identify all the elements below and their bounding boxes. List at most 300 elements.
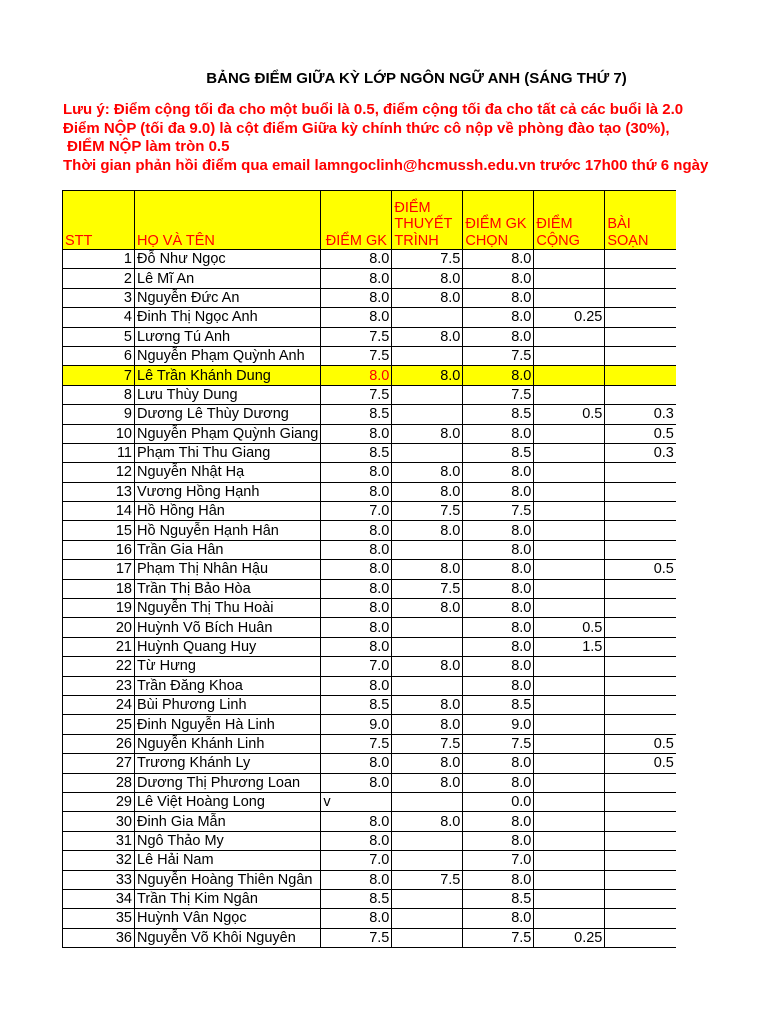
cell-gk-chon[interactable]: 8.0 [463, 327, 534, 346]
cell-diem-cong[interactable] [534, 521, 605, 540]
cell-bai-soan[interactable] [605, 288, 676, 307]
table-row [63, 521, 676, 540]
cell-name[interactable]: Huỳnh Quang Huy [135, 637, 321, 656]
table-row [63, 560, 676, 579]
table-row [63, 792, 676, 811]
cell-gk-chon[interactable]: 8.0 [463, 560, 534, 579]
cell-name[interactable]: Nguyễn Đức An [135, 288, 321, 307]
cell-stt[interactable]: 17 [63, 560, 135, 579]
cell-name[interactable]: Nguyễn Phạm Quỳnh Giang [135, 424, 321, 443]
table-row [63, 695, 676, 714]
cell-stt[interactable]: 16 [63, 540, 135, 559]
note-line-2: Điểm NỘP (tối đa 9.0) là cột điểm Giữa kỳ chính thức cô nộp về phòng đào tạo (30%), [63, 119, 670, 137]
cell-stt[interactable]: 4 [63, 308, 135, 327]
cell-name[interactable]: Nguyễn Khánh Linh [135, 734, 321, 753]
cell-stt[interactable]: 26 [63, 734, 135, 753]
table-row [63, 443, 676, 462]
cell-diem-cong[interactable] [534, 715, 605, 734]
cell-thuyet-trinh[interactable]: 8.0 [392, 812, 463, 831]
cell-diem-cong[interactable]: 0.25 [534, 308, 605, 327]
cell-gk-chon[interactable]: 8.0 [463, 308, 534, 327]
cell-thuyet-trinh[interactable]: 8.0 [392, 366, 463, 385]
cell-name[interactable]: Nguyễn Hoàng Thiên Ngân [135, 870, 321, 889]
cell-bai-soan[interactable] [605, 657, 676, 676]
cell-thuyet-trinh[interactable] [392, 909, 463, 928]
cell-stt[interactable]: 19 [63, 599, 135, 618]
cell-diem-gk[interactable]: 8.0 [321, 599, 392, 618]
cell-stt[interactable]: 13 [63, 482, 135, 501]
cell-thuyet-trinh[interactable] [392, 928, 463, 947]
cell-diem-cong[interactable] [534, 851, 605, 870]
cell-gk-chon[interactable]: 7.5 [463, 734, 534, 753]
cell-stt[interactable]: 22 [63, 657, 135, 676]
cell-thuyet-trinh[interactable]: 8.0 [392, 269, 463, 288]
cell-thuyet-trinh[interactable]: 8.0 [392, 521, 463, 540]
header-bai-soan: BÀI SOẠN [605, 191, 676, 250]
table-row [63, 288, 676, 307]
cell-thuyet-trinh[interactable] [392, 618, 463, 637]
cell-thuyet-trinh[interactable] [392, 443, 463, 462]
cell-gk-chon[interactable]: 8.5 [463, 695, 534, 714]
cell-bai-soan[interactable] [605, 463, 676, 482]
cell-bai-soan[interactable] [605, 889, 676, 908]
cell-diem-cong[interactable] [534, 269, 605, 288]
cell-name[interactable]: Ngô Thảo My [135, 831, 321, 850]
cell-name[interactable]: Từ Hưng [135, 657, 321, 676]
cell-diem-cong[interactable] [534, 734, 605, 753]
cell-name[interactable]: Trần Thị Bảo Hòa [135, 579, 321, 598]
cell-bai-soan[interactable] [605, 385, 676, 404]
cell-bai-soan[interactable] [605, 308, 676, 327]
cell-bai-soan[interactable] [605, 482, 676, 501]
cell-diem-gk[interactable]: 8.0 [321, 269, 392, 288]
cell-bai-soan[interactable] [605, 909, 676, 928]
cell-thuyet-trinh[interactable]: 8.0 [392, 754, 463, 773]
cell-thuyet-trinh[interactable] [392, 405, 463, 424]
table-row [63, 831, 676, 850]
cell-stt[interactable]: 33 [63, 870, 135, 889]
cell-diem-gk[interactable]: v [321, 792, 392, 811]
cell-diem-cong[interactable]: 0.5 [534, 618, 605, 637]
cell-bai-soan[interactable] [605, 812, 676, 831]
table-row [63, 405, 676, 424]
cell-diem-gk[interactable]: 8.0 [321, 676, 392, 695]
cell-bai-soan[interactable] [605, 521, 676, 540]
cell-diem-cong[interactable] [534, 889, 605, 908]
table-row [63, 715, 676, 734]
cell-diem-cong[interactable] [534, 812, 605, 831]
cell-diem-cong[interactable] [534, 560, 605, 579]
header-stt: STT [63, 191, 135, 250]
cell-name[interactable]: Nguyễn Võ Khôi Nguyên [135, 928, 321, 947]
cell-gk-chon[interactable]: 7.5 [463, 928, 534, 947]
cell-thuyet-trinh[interactable] [392, 637, 463, 656]
cell-diem-gk[interactable]: 7.0 [321, 851, 392, 870]
cell-bai-soan[interactable] [605, 928, 676, 947]
cell-stt[interactable]: 3 [63, 288, 135, 307]
cell-diem-cong[interactable] [534, 366, 605, 385]
cell-thuyet-trinh[interactable] [392, 851, 463, 870]
cell-diem-gk[interactable]: 8.0 [321, 909, 392, 928]
cell-stt[interactable]: 9 [63, 405, 135, 424]
cell-diem-gk[interactable]: 8.0 [321, 540, 392, 559]
cell-name[interactable]: Lưu Thùy Dung [135, 385, 321, 404]
cell-diem-gk[interactable]: 8.0 [321, 424, 392, 443]
cell-diem-gk[interactable]: 7.5 [321, 385, 392, 404]
table-row [63, 540, 676, 559]
cell-diem-cong[interactable]: 1.5 [534, 637, 605, 656]
cell-diem-cong[interactable] [534, 482, 605, 501]
cell-diem-gk[interactable]: 7.5 [321, 346, 392, 365]
table-row [63, 482, 676, 501]
cell-name[interactable]: Trương Khánh Ly [135, 754, 321, 773]
cell-name[interactable]: Đinh Gia Mẫn [135, 812, 321, 831]
cell-thuyet-trinh[interactable] [392, 385, 463, 404]
cell-name[interactable]: Trần Đăng Khoa [135, 676, 321, 695]
cell-diem-gk[interactable]: 8.0 [321, 366, 392, 385]
cell-thuyet-trinh[interactable]: 8.0 [392, 773, 463, 792]
cell-gk-chon[interactable]: 8.0 [463, 909, 534, 928]
cell-bai-soan[interactable] [605, 579, 676, 598]
cell-gk-chon[interactable]: 8.5 [463, 889, 534, 908]
cell-thuyet-trinh[interactable] [392, 889, 463, 908]
cell-diem-cong[interactable] [534, 695, 605, 714]
cell-thuyet-trinh[interactable] [392, 346, 463, 365]
cell-stt[interactable]: 34 [63, 889, 135, 908]
cell-diem-cong[interactable] [534, 657, 605, 676]
cell-bai-soan[interactable] [605, 792, 676, 811]
cell-diem-cong[interactable] [534, 540, 605, 559]
cell-name[interactable]: Lê Hải Nam [135, 851, 321, 870]
cell-name[interactable]: Đinh Thị Ngọc Anh [135, 308, 321, 327]
table-row [63, 889, 676, 908]
cell-stt[interactable]: 10 [63, 424, 135, 443]
cell-gk-chon[interactable]: 8.0 [463, 424, 534, 443]
cell-gk-chon[interactable]: 8.0 [463, 269, 534, 288]
cell-name[interactable]: Trần Thị Kim Ngân [135, 889, 321, 908]
cell-thuyet-trinh[interactable]: 8.0 [392, 560, 463, 579]
cell-diem-cong[interactable] [534, 773, 605, 792]
cell-diem-cong[interactable]: 0.5 [534, 405, 605, 424]
cell-name[interactable]: Hồ Hồng Hân [135, 502, 321, 521]
cell-diem-gk[interactable]: 8.0 [321, 754, 392, 773]
cell-gk-chon[interactable]: 8.0 [463, 831, 534, 850]
cell-name[interactable]: Trần Gia Hân [135, 540, 321, 559]
table-row [63, 773, 676, 792]
cell-diem-gk[interactable]: 7.5 [321, 327, 392, 346]
cell-diem-gk[interactable]: 8.5 [321, 695, 392, 714]
cell-name[interactable]: Vương Hồng Hạnh [135, 482, 321, 501]
cell-name[interactable]: Dương Lê Thùy Dương [135, 405, 321, 424]
cell-stt[interactable]: 29 [63, 792, 135, 811]
cell-gk-chon[interactable]: 8.5 [463, 443, 534, 462]
cell-thuyet-trinh[interactable]: 7.5 [392, 870, 463, 889]
cell-diem-cong[interactable] [534, 870, 605, 889]
cell-name[interactable]: Huỳnh Vân Ngọc [135, 909, 321, 928]
cell-diem-gk[interactable]: 8.5 [321, 405, 392, 424]
cell-diem-cong[interactable] [534, 599, 605, 618]
cell-stt[interactable]: 14 [63, 502, 135, 521]
table-row [63, 250, 676, 269]
cell-diem-cong[interactable] [534, 327, 605, 346]
table-row [63, 346, 676, 365]
cell-bai-soan[interactable]: 0.5 [605, 754, 676, 773]
cell-stt[interactable]: 32 [63, 851, 135, 870]
cell-name[interactable]: Lương Tú Anh [135, 327, 321, 346]
table-row [63, 734, 676, 753]
cell-stt[interactable]: 28 [63, 773, 135, 792]
cell-gk-chon[interactable]: 9.0 [463, 715, 534, 734]
header-name: HỌ VÀ TÊN [135, 191, 321, 250]
cell-bai-soan[interactable] [605, 637, 676, 656]
cell-name[interactable]: Đinh Nguyễn Hà Linh [135, 715, 321, 734]
cell-diem-gk[interactable]: 8.0 [321, 637, 392, 656]
cell-gk-chon[interactable]: 8.0 [463, 540, 534, 559]
header-thuyet-trinh: ĐIỂM THUYẾT TRÌNH [392, 191, 463, 250]
table-row [63, 928, 676, 947]
cell-stt[interactable]: 6 [63, 346, 135, 365]
cell-bai-soan[interactable] [605, 250, 676, 269]
cell-stt[interactable]: 18 [63, 579, 135, 598]
table-row [63, 327, 676, 346]
cell-gk-chon[interactable]: 8.0 [463, 482, 534, 501]
cell-stt[interactable]: 24 [63, 695, 135, 714]
cell-thuyet-trinh[interactable]: 7.5 [392, 579, 463, 598]
cell-bai-soan[interactable]: 0.3 [605, 405, 676, 424]
table-row [63, 812, 676, 831]
cell-bai-soan[interactable] [605, 676, 676, 695]
cell-thuyet-trinh[interactable]: 8.0 [392, 657, 463, 676]
cell-diem-cong[interactable] [534, 754, 605, 773]
cell-name[interactable]: Phạm Thị Nhân Hậu [135, 560, 321, 579]
cell-bai-soan[interactable] [605, 366, 676, 385]
table-row [63, 424, 676, 443]
cell-diem-cong[interactable] [534, 250, 605, 269]
cell-bai-soan[interactable]: 0.5 [605, 424, 676, 443]
cell-stt[interactable]: 23 [63, 676, 135, 695]
cell-bai-soan[interactable] [605, 599, 676, 618]
cell-gk-chon[interactable]: 8.0 [463, 754, 534, 773]
cell-stt[interactable]: 36 [63, 928, 135, 947]
cell-bai-soan[interactable] [605, 269, 676, 288]
note-line-3: ĐIỂM NỘP làm tròn 0.5 [63, 138, 230, 155]
cell-gk-chon[interactable]: 0.0 [463, 792, 534, 811]
cell-stt[interactable]: 2 [63, 269, 135, 288]
cell-name[interactable]: Lê Việt Hoàng Long [135, 792, 321, 811]
cell-thuyet-trinh[interactable] [392, 792, 463, 811]
cell-gk-chon[interactable]: 7.5 [463, 502, 534, 521]
cell-diem-gk[interactable]: 8.0 [321, 812, 392, 831]
cell-diem-gk[interactable]: 8.5 [321, 443, 392, 462]
cell-diem-gk[interactable]: 8.0 [321, 288, 392, 307]
cell-name[interactable]: Lê Trần Khánh Dung [135, 366, 321, 385]
cell-name[interactable]: Huỳnh Võ Bích Huân [135, 618, 321, 637]
cell-thuyet-trinh[interactable]: 8.0 [392, 424, 463, 443]
cell-diem-gk[interactable]: 9.0 [321, 715, 392, 734]
cell-name[interactable]: Nguyễn Phạm Quỳnh Anh [135, 346, 321, 365]
cell-name[interactable]: Lê Mĩ An [135, 269, 321, 288]
cell-stt[interactable]: 11 [63, 443, 135, 462]
table-row [63, 618, 676, 637]
cell-diem-cong[interactable] [534, 676, 605, 695]
cell-gk-chon[interactable]: 8.0 [463, 599, 534, 618]
table-row [63, 851, 676, 870]
cell-name[interactable]: Hồ Nguyễn Hạnh Hân [135, 521, 321, 540]
cell-thuyet-trinh[interactable]: 7.5 [392, 502, 463, 521]
cell-gk-chon[interactable]: 7.5 [463, 346, 534, 365]
cell-diem-gk[interactable]: 8.0 [321, 831, 392, 850]
cell-diem-gk[interactable]: 8.0 [321, 250, 392, 269]
cell-thuyet-trinh[interactable]: 7.5 [392, 734, 463, 753]
cell-name[interactable]: Nguyễn Thị Thu Hoài [135, 599, 321, 618]
cell-diem-cong[interactable] [534, 424, 605, 443]
note-line-1: Lưu ý: Điểm cộng tối đa cho một buổi là 0.5, điểm cộng tối đa cho tất cả các buổi là 2.0 [63, 101, 684, 118]
cell-diem-cong[interactable] [534, 443, 605, 462]
cell-gk-chon[interactable]: 8.0 [463, 250, 534, 269]
cell-diem-cong[interactable] [534, 288, 605, 307]
table-row [63, 463, 676, 482]
cell-gk-chon[interactable]: 8.5 [463, 405, 534, 424]
cell-diem-cong[interactable] [534, 502, 605, 521]
cell-stt[interactable]: 7 [63, 366, 135, 385]
cell-diem-gk[interactable]: 8.0 [321, 870, 392, 889]
cell-diem-cong[interactable] [534, 346, 605, 365]
cell-thuyet-trinh[interactable]: 8.0 [392, 288, 463, 307]
cell-gk-chon[interactable]: 8.0 [463, 676, 534, 695]
cell-gk-chon[interactable]: 8.0 [463, 463, 534, 482]
cell-bai-soan[interactable]: 0.5 [605, 734, 676, 753]
cell-diem-cong[interactable] [534, 792, 605, 811]
cell-gk-chon[interactable]: 8.0 [463, 773, 534, 792]
table-row [63, 308, 676, 327]
cell-diem-gk[interactable]: 8.0 [321, 308, 392, 327]
cell-diem-gk[interactable]: 8.0 [321, 463, 392, 482]
table-row [63, 366, 676, 385]
cell-diem-gk[interactable]: 7.0 [321, 657, 392, 676]
cell-gk-chon[interactable]: 8.0 [463, 521, 534, 540]
cell-diem-gk[interactable]: 8.0 [321, 482, 392, 501]
cell-thuyet-trinh[interactable]: 8.0 [392, 695, 463, 714]
cell-gk-chon[interactable]: 8.0 [463, 870, 534, 889]
cell-gk-chon[interactable]: 7.0 [463, 851, 534, 870]
cell-stt[interactable]: 30 [63, 812, 135, 831]
cell-diem-gk[interactable]: 8.0 [321, 521, 392, 540]
cell-bai-soan[interactable] [605, 618, 676, 637]
cell-thuyet-trinh[interactable]: 8.0 [392, 463, 463, 482]
table-row [63, 579, 676, 598]
cell-diem-cong[interactable] [534, 385, 605, 404]
cell-thuyet-trinh[interactable]: 8.0 [392, 327, 463, 346]
cell-bai-soan[interactable]: 0.5 [605, 560, 676, 579]
cell-bai-soan[interactable] [605, 851, 676, 870]
cell-thuyet-trinh[interactable] [392, 540, 463, 559]
cell-stt[interactable]: 15 [63, 521, 135, 540]
cell-bai-soan[interactable] [605, 773, 676, 792]
cell-gk-chon[interactable]: 8.0 [463, 579, 534, 598]
cell-diem-cong[interactable] [534, 463, 605, 482]
cell-bai-soan[interactable] [605, 715, 676, 734]
cell-diem-gk[interactable]: 8.0 [321, 560, 392, 579]
cell-stt[interactable]: 27 [63, 754, 135, 773]
cell-gk-chon[interactable]: 8.0 [463, 657, 534, 676]
cell-name[interactable]: Đỗ Như Ngọc [135, 250, 321, 269]
header-diem-cong: ĐIỂM CỘNG [534, 191, 605, 250]
cell-diem-gk[interactable]: 8.0 [321, 618, 392, 637]
header-gk-chon: ĐIỂM GK CHỌN [463, 191, 534, 250]
cell-bai-soan[interactable] [605, 502, 676, 521]
table-row [63, 754, 676, 773]
cell-name[interactable]: Dương Thị Phương Loan [135, 773, 321, 792]
cell-stt[interactable]: 31 [63, 831, 135, 850]
cell-bai-soan[interactable]: 0.3 [605, 443, 676, 462]
cell-thuyet-trinh[interactable] [392, 676, 463, 695]
cell-stt[interactable]: 8 [63, 385, 135, 404]
cell-bai-soan[interactable] [605, 540, 676, 559]
cell-name[interactable]: Nguyễn Nhật Hạ [135, 463, 321, 482]
cell-bai-soan[interactable] [605, 346, 676, 365]
grades-table [62, 190, 676, 948]
cell-thuyet-trinh[interactable]: 8.0 [392, 599, 463, 618]
cell-bai-soan[interactable] [605, 327, 676, 346]
cell-stt[interactable]: 21 [63, 637, 135, 656]
cell-gk-chon[interactable]: 8.0 [463, 366, 534, 385]
cell-gk-chon[interactable]: 7.5 [463, 385, 534, 404]
table-row [63, 909, 676, 928]
cell-diem-gk[interactable]: 7.5 [321, 734, 392, 753]
table-row [63, 599, 676, 618]
table-row [63, 502, 676, 521]
cell-bai-soan[interactable] [605, 870, 676, 889]
cell-diem-cong[interactable] [534, 579, 605, 598]
cell-diem-cong[interactable]: 0.25 [534, 928, 605, 947]
table-row [63, 657, 676, 676]
cell-stt[interactable]: 12 [63, 463, 135, 482]
cell-diem-gk[interactable]: 7.5 [321, 928, 392, 947]
cell-stt[interactable]: 1 [63, 250, 135, 269]
table-row [63, 676, 676, 695]
cell-thuyet-trinh[interactable] [392, 308, 463, 327]
cell-bai-soan[interactable] [605, 695, 676, 714]
cell-gk-chon[interactable]: 8.0 [463, 288, 534, 307]
cell-name[interactable]: Bùi Phương Linh [135, 695, 321, 714]
header-diem-gk: ĐIỂM GK [321, 191, 392, 250]
cell-stt[interactable]: 35 [63, 909, 135, 928]
cell-bai-soan[interactable] [605, 831, 676, 850]
table-row [63, 385, 676, 404]
note-line-4: Thời gian phản hồi điểm qua email lamngoclinh@hcmussh.edu.vn trước 17h00 thứ 6 ngày [63, 156, 709, 174]
cell-diem-gk[interactable]: 8.5 [321, 889, 392, 908]
cell-stt[interactable]: 5 [63, 327, 135, 346]
cell-diem-gk[interactable]: 7.0 [321, 502, 392, 521]
cell-gk-chon[interactable]: 8.0 [463, 618, 534, 637]
table-row [63, 870, 676, 889]
cell-stt[interactable]: 25 [63, 715, 135, 734]
cell-stt[interactable]: 20 [63, 618, 135, 637]
cell-diem-gk[interactable]: 8.0 [321, 579, 392, 598]
cell-thuyet-trinh[interactable] [392, 831, 463, 850]
cell-name[interactable]: Phạm Thi Thu Giang [135, 443, 321, 462]
cell-diem-cong[interactable] [534, 909, 605, 928]
sheet-title: BẢNG ĐIỂM GIỮA KỲ LỚP NGÔN NGỮ ANH (SÁNG THỨ 7) [206, 70, 627, 87]
cell-thuyet-trinh[interactable]: 7.5 [392, 250, 463, 269]
table-header-row [63, 191, 676, 250]
cell-gk-chon[interactable]: 8.0 [463, 637, 534, 656]
cell-diem-gk[interactable]: 8.0 [321, 773, 392, 792]
cell-thuyet-trinh[interactable]: 8.0 [392, 482, 463, 501]
cell-diem-cong[interactable] [534, 831, 605, 850]
cell-thuyet-trinh[interactable]: 8.0 [392, 715, 463, 734]
cell-gk-chon[interactable]: 8.0 [463, 812, 534, 831]
